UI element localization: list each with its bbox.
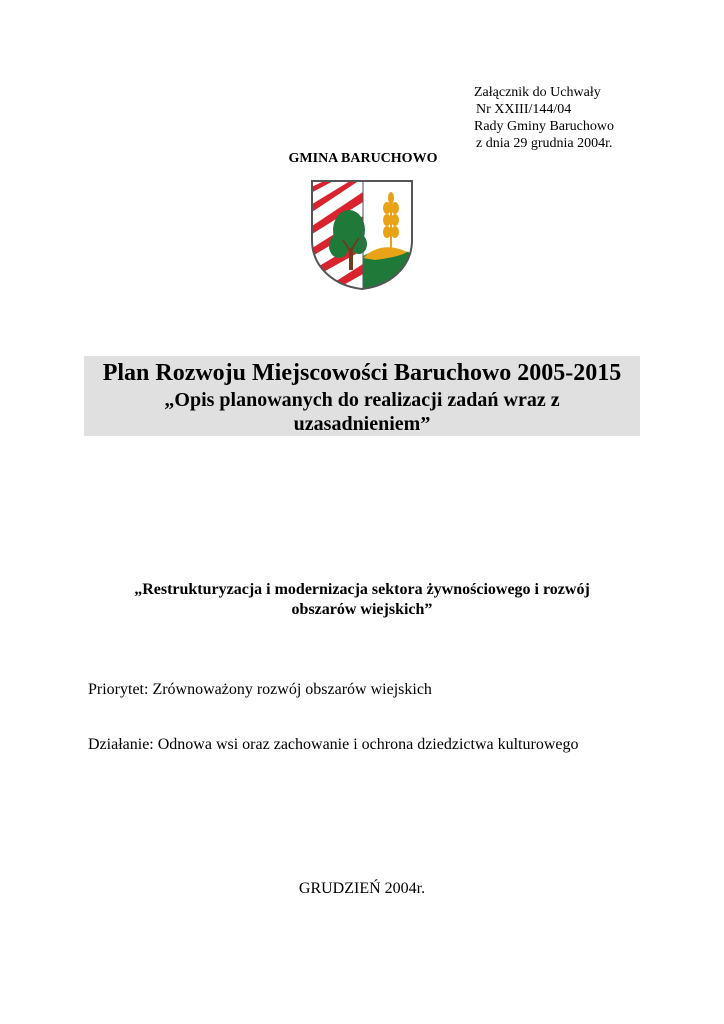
document-title-box <box>84 356 640 436</box>
annex-line-1: Załącznik do Uchwały <box>474 85 601 100</box>
priority-line: Priorytet: Zrównoważony rozwój obszarów wiejskich <box>88 681 432 698</box>
document-subtitle: „Opis planowanych do realizacji zadań wraz z uzasadnieniem” <box>164 389 560 435</box>
coat-of-arms-icon <box>309 178 415 292</box>
document-date: GRUDZIEŃ 2004r. <box>298 880 426 897</box>
annex-line-2: Nr XXIII/144/04 <box>476 102 572 117</box>
municipality-heading: GMINA BARUCHOWO <box>288 151 438 166</box>
action-line: Działanie: Odnowa wsi oraz zachowanie i ochrona dziedzictwa kulturowego <box>88 736 579 753</box>
annex-note <box>474 84 614 152</box>
annex-line-4: z dnia 29 grudnia 2004r. <box>476 136 613 151</box>
annex-line-3: Rady Gminy Baruchowo <box>474 119 614 134</box>
sector-heading: „Restrukturyzacja i modernizacja sektora żywnościowego i rozwój obszarów wiejskich” <box>134 581 590 618</box>
document-title: Plan Rozwoju Miejscowości Baruchowo 2005-2015 <box>102 360 622 386</box>
